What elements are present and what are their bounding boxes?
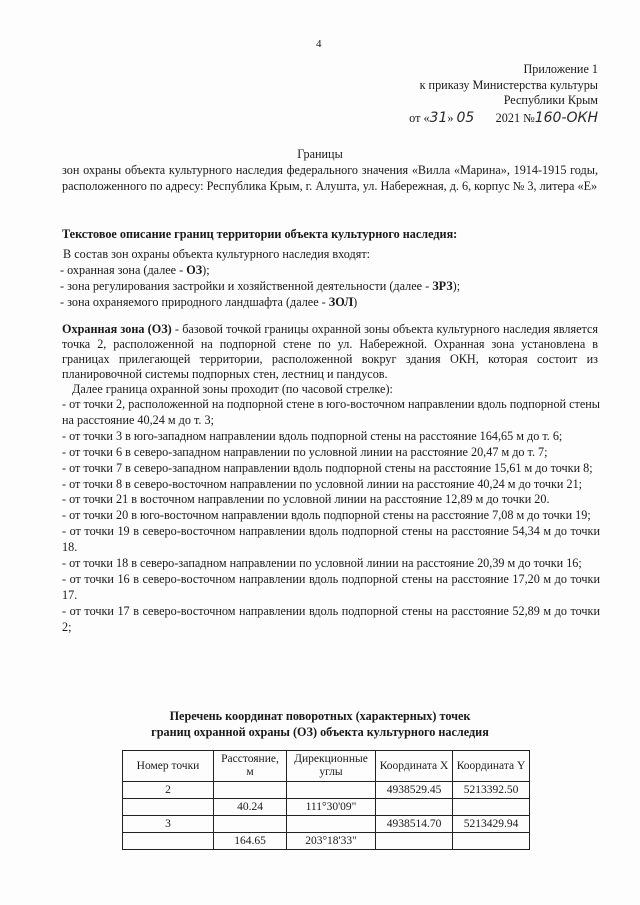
date-prefix: от « [409, 110, 430, 125]
boundary-step: - от точки 20 в юго-восточном направлении вдоль подпорной стены на расстояние 7,08 м до точки 19; [62, 508, 591, 523]
table-cell: 3 [123, 816, 214, 833]
boundary-further: Далее граница охранной зоны проходит (по часовой стрелке): [72, 382, 393, 396]
table-cell: 164.65 [214, 833, 287, 850]
table-cell: 4938529.45 [376, 782, 453, 799]
coordinates-table [122, 750, 530, 850]
table-cell [123, 833, 214, 850]
approval-date-line [338, 111, 598, 127]
table-cell: 203°18'33" [287, 833, 376, 850]
table-cell [123, 799, 214, 816]
document-title: Границы [297, 147, 343, 161]
boundary-steps [62, 397, 600, 636]
oz-label: Охранная зона (ОЗ) [62, 322, 172, 336]
document-subtitle: зон охраны объекта культурного наследия федерального значения «Вилла «Марина», 1914-1915 годы, расположенного по адресу: Республика Крым, г. Алушта, ул. Набережная, д. 6, корпус № 3, литера «Е» [62, 163, 598, 193]
boundary-step: - от точки 21 в восточном направлении по условной линии на расстояние 12,89 м до точки 20. [62, 492, 550, 507]
table-cell [214, 816, 287, 833]
header-coordinate-y: Координата Y [453, 751, 530, 782]
oz-description [62, 322, 598, 382]
oz-text: - базовой точкой границы охранной зоны объекта культурного наследия является точка 2, расположенной на подпорной стене по ул. Набережной. Охранная зона установлена в границах прилегающей территории, расположенной вокруг здания ОКН, которая состоит из планировочной системы подпорных стен, лестниц и пандусов. [62, 322, 598, 381]
zone-item-zrz: - зона регулирования застройки и хозяйственной деятельности (далее - ЗРЗ); [60, 279, 461, 293]
handwritten-month: 05 [456, 109, 475, 126]
header-distance: Расстояние, м [214, 751, 287, 782]
table-cell [214, 782, 287, 799]
approval-line-3: Республики Крым [503, 93, 598, 107]
zone-item-oz: - охранная зона (далее - ОЗ); [60, 263, 210, 277]
approval-line-1: Приложение 1 [523, 62, 598, 76]
approval-line-2: к приказу Министерства культуры [419, 77, 598, 92]
header-directional-angles: Дирекционные углы [287, 751, 376, 782]
table-cell: 2 [123, 782, 214, 799]
table-cell [453, 799, 530, 816]
table-row [123, 833, 530, 850]
table-title: Перечень координат поворотных (характерных) точек границ охранной охраны (ОЗ) объекта культурного наследия [151, 709, 489, 739]
approval-block [338, 62, 598, 126]
zones-list [60, 246, 560, 310]
boundary-step: - от точки 18 в северо-западном направлении по условной линии на расстояние 20,39 м до точки 16; [62, 556, 582, 571]
boundary-step: - от точки 16 в северо-восточном направлении вдоль подпорной стены на расстояние 17,20 м до точки 17. [62, 571, 600, 602]
boundary-step: - от точки 6 в северо-западном направлении по условной линии на расстояние 20,47 м до т. 7; [62, 444, 548, 459]
boundary-step: - от точки 19 в северо-восточном направлении вдоль подпорной стены на расстояние 54,34 м до точки 18. [62, 524, 600, 555]
zones-intro: В состав зон охраны объекта культурного наследия входят: [63, 247, 371, 261]
table-cell [376, 833, 453, 850]
section-heading: Текстовое описание границ территории объекта культурного наследия: [62, 227, 458, 241]
table-cell [376, 799, 453, 816]
table-cell [287, 782, 376, 799]
table-cell: 111°30'09" [287, 799, 376, 816]
table-header-row [123, 751, 530, 782]
boundary-step: - от точки 7 в северо-западном направлении вдоль подпорной стены на расстояние 15,61 м до точки 8; [62, 460, 593, 475]
table-cell: 5213392.50 [453, 782, 530, 799]
table-cell: 5213429.94 [453, 816, 530, 833]
date-year: 2021 № [495, 110, 535, 125]
table-cell [287, 816, 376, 833]
table-row [123, 816, 530, 833]
zone-item-zol: - зона охраняемого природного ландшафта (далее - ЗОЛ) [60, 295, 358, 309]
handwritten-number: 160-ОКН [534, 109, 598, 126]
handwritten-day: 31 [429, 109, 448, 126]
table-cell: 4938514.70 [376, 816, 453, 833]
table-row [123, 782, 530, 799]
boundary-step: - от точки 3 в юго-западном направлении вдоль подпорной стены на расстояние 164,65 м до т. 6; [62, 428, 563, 443]
boundary-step: - от точки 2, расположенной на подпорной стене в юго-восточном направлении вдоль подпорной стены на расстояние 40,24 м до т. 3; [62, 397, 600, 427]
boundary-step: - от точки 8 в северо-восточном направлении по условной линии на расстояние 40,24 м до точки 21; [62, 476, 583, 491]
header-coordinate-x: Координата X [376, 751, 453, 782]
date-quote-close: » [447, 110, 454, 125]
boundary-step: - от точки 17 в северо-восточном направлении вдоль подпорной стены на расстояние 52,89 м до точки 2; [62, 603, 600, 634]
table-cell [453, 833, 530, 850]
header-point-number: Номер точки [123, 751, 214, 782]
page-number: 4 [316, 38, 322, 50]
table-cell: 40.24 [214, 799, 287, 816]
table-row [123, 799, 530, 816]
